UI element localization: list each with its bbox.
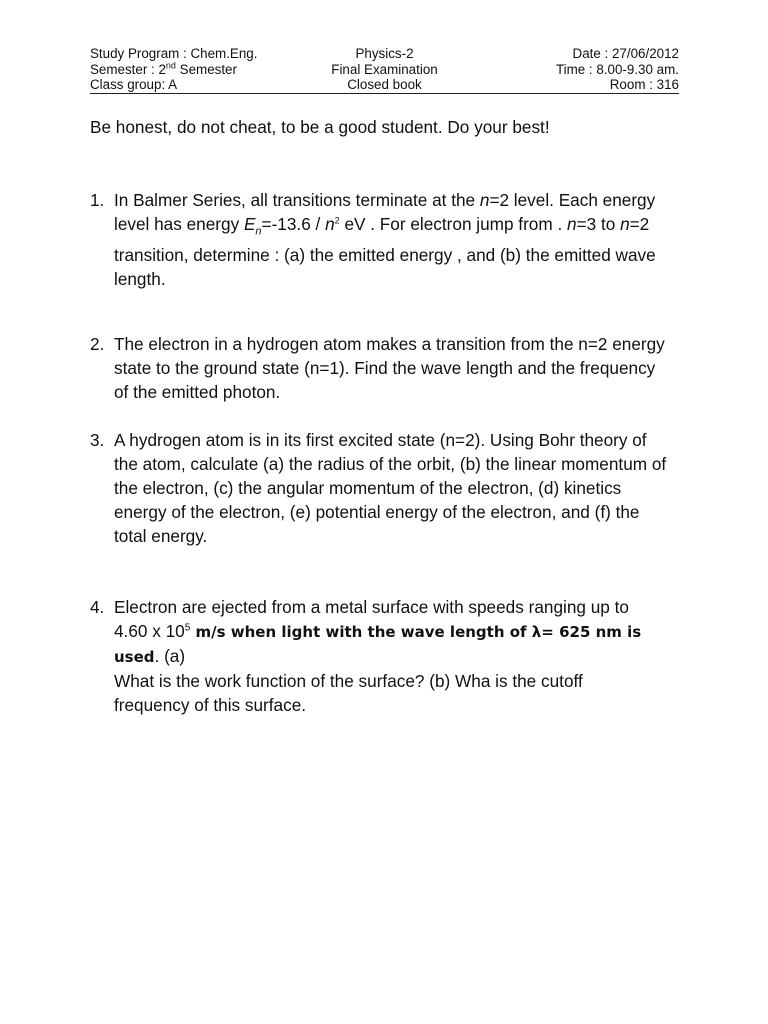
variable-n: n — [255, 225, 262, 238]
text-segment: level has energy — [114, 214, 244, 234]
exponent: 2 — [334, 215, 340, 226]
question-line: transition, determine : (a) the emitted energy , and (b) the emitted wave — [114, 245, 656, 266]
bold-text-segment: m/s when light with the wave length of λ= 625 nm is used — [114, 623, 642, 666]
exam-time: Time : 8.00-9.30 am. — [555, 61, 679, 77]
semester-ordinal-suffix: nd — [165, 60, 176, 71]
question-line: length. — [114, 269, 166, 290]
question-text — [114, 332, 690, 404]
question-text — [114, 428, 690, 548]
question-line: the electron, (c) the angular momentum of the electron, (d) kinetics — [114, 478, 622, 498]
text-segment: 4.60 x 10 — [114, 621, 185, 641]
question-line: Electron are ejected from a metal surface with speeds ranging up to — [114, 597, 629, 617]
variable-n: n — [567, 214, 577, 234]
honesty-motto: Be honest, do not cheat, to be a good student. Do your best! — [90, 117, 550, 137]
course-name: Physics-2 — [355, 46, 414, 61]
question-line: total energy. — [114, 526, 208, 546]
semester-suffix: Semester — [175, 61, 237, 77]
semester-prefix: Semester : 2 — [90, 61, 166, 77]
question-line: of the emitted photon. — [114, 382, 281, 402]
header-row-1 — [90, 46, 679, 62]
exam-header — [90, 46, 679, 93]
study-program: Study Program : Chem.Eng. — [90, 46, 258, 61]
question-line: the atom, calculate (a) the radius of the orbit, (b) the linear momentum of — [114, 454, 667, 474]
question-1 — [90, 188, 690, 291]
exponent: 5 — [184, 622, 191, 634]
variable-n: n — [325, 214, 335, 234]
question-line: energy of the electron, (e) potential energy of the electron, and (f) the — [114, 502, 640, 522]
variable-n: n — [479, 190, 490, 210]
question-2 — [90, 332, 690, 404]
question-line: What is the work function of the surface? (b) Wha is the cutoff — [114, 671, 583, 691]
text-segment: In Balmer Series, all transitions terminate at the — [114, 190, 480, 210]
exam-room: Room : 316 — [609, 77, 679, 93]
header-row-2 — [90, 62, 679, 78]
text-segment: =-13.6 / — [261, 214, 326, 234]
question-number: 4. — [90, 597, 105, 617]
question-line — [114, 188, 690, 212]
question-3 — [90, 428, 690, 548]
question-number: 2. — [90, 334, 105, 354]
exam-date: Date : 27/06/2012 — [572, 46, 679, 61]
question-number: 3. — [90, 430, 105, 450]
question-line: A hydrogen atom is in its first excited state (n=2). Using Bohr theory of — [114, 430, 647, 450]
variable-n: n — [620, 214, 630, 234]
question-text — [114, 595, 690, 717]
text-segment: eV . For electron jump from . — [339, 214, 568, 234]
text-segment: =2 level. Each energy — [489, 190, 656, 210]
question-text — [114, 188, 690, 291]
text-segment: =3 to — [576, 214, 621, 234]
question-line: frequency of this surface. — [114, 695, 307, 715]
text-segment: =2 — [629, 214, 650, 234]
variable-E: E — [243, 214, 256, 234]
question-line — [114, 212, 690, 243]
exam-mode: Closed book — [347, 77, 422, 93]
question-line: The electron in a hydrogen atom makes a transition from the n=2 energy — [114, 334, 665, 354]
header-divider — [90, 93, 679, 94]
question-line: state to the ground state (n=1). Find the wave length and the frequency — [114, 358, 656, 378]
question-number: 1. — [90, 190, 105, 210]
semester — [90, 62, 286, 78]
exam-type: Final Examination — [331, 61, 438, 77]
class-group: Class group: A — [90, 77, 178, 93]
question-line — [114, 619, 690, 669]
text-segment: . (a) — [154, 646, 186, 666]
question-4 — [90, 595, 690, 717]
header-row-3 — [90, 77, 679, 93]
